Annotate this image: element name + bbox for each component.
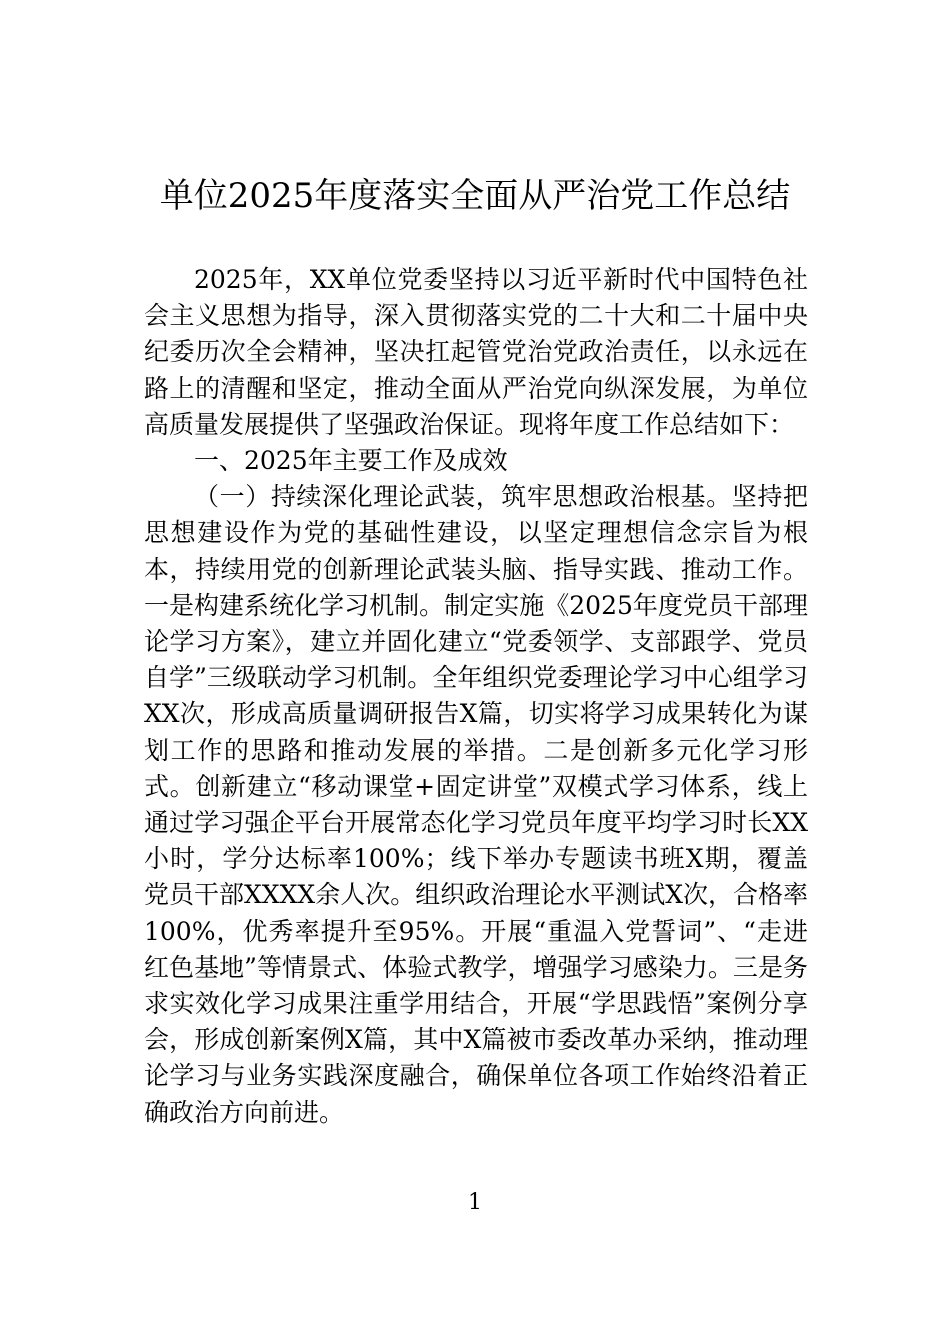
section-heading: 一、2025年主要工作及成效 <box>194 446 508 476</box>
document-body <box>144 262 808 1131</box>
page-number: 1 <box>468 1190 482 1215</box>
document-title: 单位2025年度落实全面从严治党工作总结 <box>159 176 791 216</box>
intro-paragraph: 2025年，XX单位党委坚持以习近平新时代中国特色社会主义思想为指导，深入贯彻落实党的二十大和二十届中央纪委历次全会精神，坚决扛起管党治党政治责任，以永远在路上的清醒和坚定，推动全面从严治党向纵深发展，为单位高质量发展提供了坚强政治保证。现将年度工作总结如下： <box>144 265 808 439</box>
body-paragraph: （一）持续深化理论武装，筑牢思想政治根基。坚持把思想建设作为党的基础性建设，以坚定理想信念宗旨为根本，持续用党的创新理论武装头脑、指导实践、推动工作。一是构建系统化学习机制。制定实施《2025年度党员干部理论学习方案》，建立并固化建立“党委领学、支部跟学、党员自学”三级联动学习机制。全年组织党委理论学习中心组学习XX次，形成高质量调研报告X篇，切实将学习成果转化为谋划工作的思路和推动发展的举措。二是创新多元化学习形式。创新建立“移动课堂+固定讲堂”双模式学习体系，线上通过学习强企平台开展常态化学习党员年度平均学习时长XX小时，学分达标率100%；线下举办专题读书班X期，覆盖党员干部XXXX余人次。组织政治理论水平测试X次，合格率100%，优秀率提升至95%。开展“重温入党誓词”、“走进红色基地”等情景式、体验式教学，增强学习感染力。三是务求实效化学习成果注重学用结合，开展“学思践悟”案例分享会，形成创新案例X篇，其中X篇被市委改革办采纳，推动理论学习与业务实践深度融合，确保单位各项工作始终沿着正确政治方向前进。 <box>144 482 808 1127</box>
